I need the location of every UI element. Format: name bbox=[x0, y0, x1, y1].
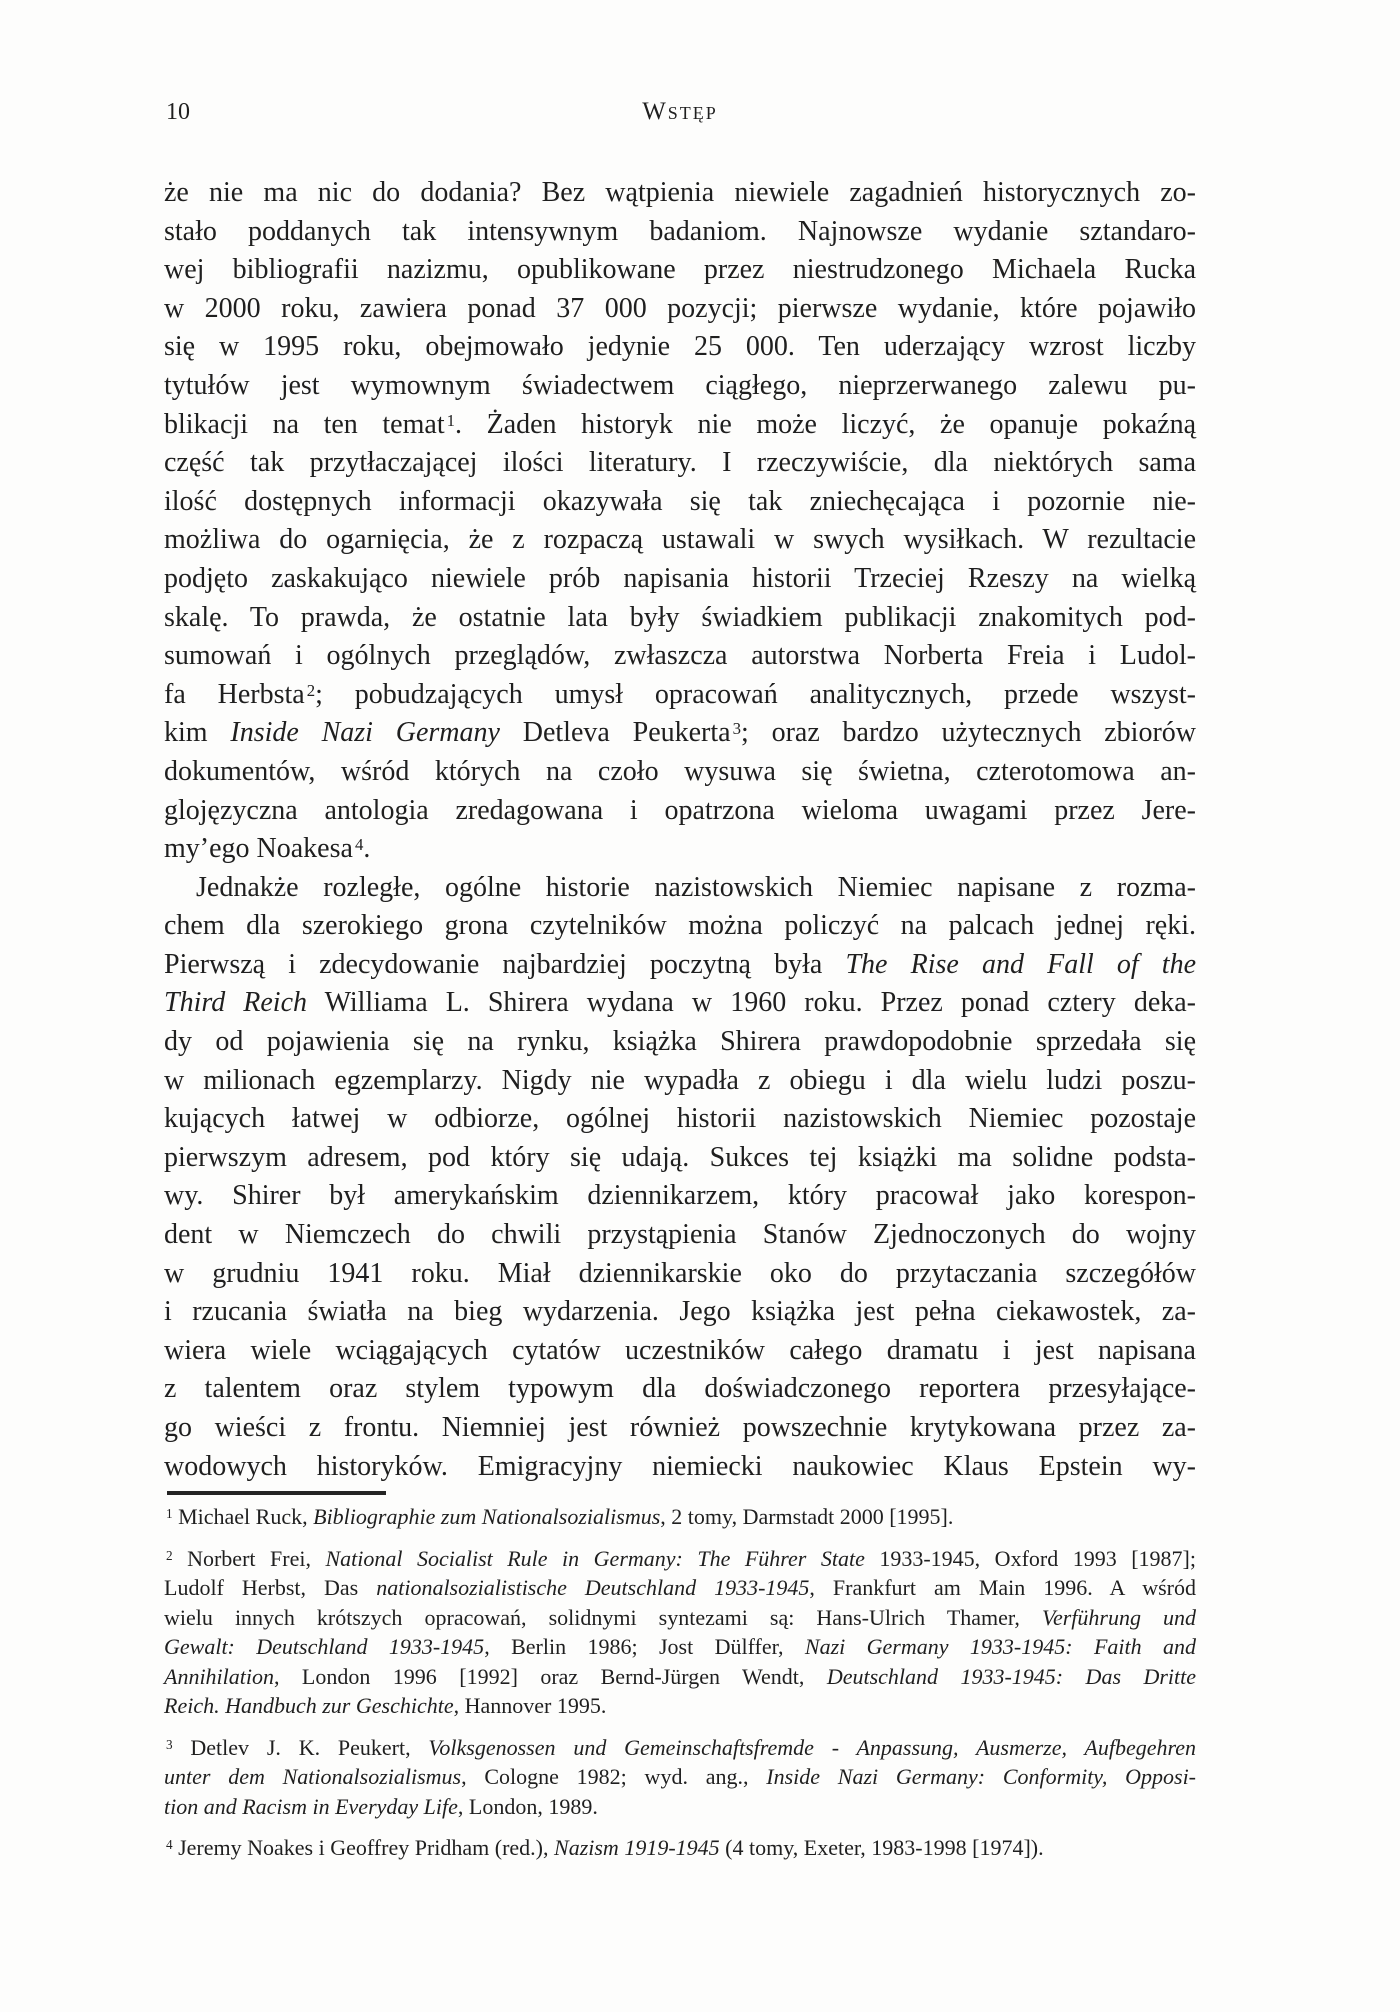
body-text-line: ilość dostępnych informacji okazywała się tak zniechęcająca i pozornie nie- bbox=[164, 485, 1196, 517]
footnote-line: wielu innych krótszych opracowań, solidnymi syntezami są: Hans-Ulrich Thamer, Verführung und bbox=[164, 1604, 1197, 1630]
body-text-line: wodowych historyków. Emigracyjny niemiecki naukowiec Klaus Epstein wy- bbox=[164, 1450, 1196, 1482]
footnote-line: $^3$ Detlev J. K. Peukert, Volksgenossen und Gemeinschaftsfremde - Anpassung, Ausmerze, Aufbegehren bbox=[166, 1734, 1196, 1760]
body-text-line: skalę. To prawda, że ostatnie lata były świadkiem publikacji znakomitych pod- bbox=[164, 601, 1196, 633]
footnote-reference: 2 bbox=[166, 1547, 173, 1563]
footnote-reference: 4 bbox=[354, 835, 364, 855]
book-title-italic: The Rise and Fall of the bbox=[845, 948, 1197, 980]
body-text-line: się w 1995 roku, obejmowało jedynie 25 000. Ten uderzający wzrost liczby bbox=[164, 331, 1196, 363]
footnote-item bbox=[164, 1544, 1196, 1721]
body-text-line: tytułów jest wymownym świadectwem ciągłego, nieprzerwanego zalewu pu- bbox=[164, 369, 1196, 401]
footnote-item bbox=[164, 1733, 1196, 1822]
body-text-line: w 2000 roku, zawiera ponad 37 000 pozycji; pierwsze wydanie, które pojawiło bbox=[164, 292, 1196, 324]
book-title-italic: tion and Racism in Everyday Life bbox=[164, 1793, 458, 1819]
book-title-italic: Verführung und bbox=[1041, 1604, 1197, 1630]
book-title-italic: Volksgenossen und Gemeinschaftsfremde - Anpassung, Ausmerze, Aufbegehren bbox=[428, 1734, 1196, 1760]
body-text-line: kujących łatwej w odbiorze, ogólnej historii nazistowskich Niemiec pozostaje bbox=[164, 1103, 1196, 1135]
footnote-separator bbox=[167, 1491, 386, 1495]
book-title-italic: Nazism 1919-1945 bbox=[554, 1835, 720, 1860]
footnote-item bbox=[164, 1833, 1196, 1863]
footnote-line: Annihilation, London 1996 [1992] oraz Bernd-Jürgen Wendt, Deutschland 1933-1945: Das Dritte bbox=[164, 1663, 1196, 1689]
footnote-line: Reich. Handbuch zur Geschichte, Hannover 1995. bbox=[164, 1693, 607, 1718]
body-text-line: pierwszym adresem, pod który się udają. Sukces tej książki ma solidne podsta- bbox=[164, 1141, 1196, 1173]
footnote-line: Ludolf Herbst, Das nationalsozialistische Deutschland 1933-1945, Frankfurt am Main 1996. A wśród bbox=[164, 1575, 1196, 1600]
footnote-line: $^4$ Jeremy Noakes i Geoffrey Pridham (red.), Nazism 1919-1945 (4 tomy, Exeter, 1983-1998 [1974]). bbox=[166, 1835, 1044, 1860]
book-title-italic: Annihilation bbox=[164, 1663, 274, 1689]
body-text bbox=[164, 174, 1196, 1486]
footnote-line: $^1$ Michael Ruck, Bibliographie zum Nationalsozialismus, 2 tomy, Darmstadt 2000 [1995]. bbox=[166, 1504, 954, 1529]
body-text-line: wej bibliografii nazizmu, opublikowane przez niestrudzonego Michaela Rucka bbox=[164, 254, 1196, 286]
body-text-line: kim Inside Nazi Germany Detleva Peukerta $^3$; oraz bardzo użytecznych zbiorów bbox=[164, 717, 1197, 749]
book-title-italic: Deutschland 1933-1945: Das Dritte bbox=[826, 1663, 1196, 1689]
footnote-reference: 1 bbox=[446, 410, 455, 430]
body-text-line: blikacji na ten temat $^1$. Żaden historyk nie może liczyć, że opanuje pokaźną bbox=[164, 408, 1196, 440]
book-title-italic: Inside Nazi Germany bbox=[230, 717, 500, 749]
body-text-line: stało poddanych tak intensywnym badaniom. Najnowsze wydanie sztandaro- bbox=[164, 215, 1196, 247]
body-text-line: możliwa do ogarnięcia, że z rozpaczą ustawali w swych wysiłkach. W rezultacie bbox=[164, 524, 1196, 556]
book-title-italic: Nazi Germany 1933-1945: Faith and bbox=[804, 1634, 1196, 1659]
footnote-reference: 2 bbox=[306, 680, 316, 700]
body-text-line: dokumentów, wśród których na czoło wysuwa się świetna, czterotomowa an- bbox=[164, 755, 1196, 787]
footnote-line: Gewalt: Deutschland 1933-1945, Berlin 1986; Jost Dülffer, Nazi Germany 1933-1945: Faith and bbox=[164, 1634, 1196, 1659]
body-text-line: glojęzyczna antologia zredagowana i opatrzona wieloma uwagami przez Jere- bbox=[164, 794, 1196, 826]
body-text-line: my’ego Noakesa $^4$. bbox=[164, 833, 371, 865]
footnote-line: unter dem Nationalsozialismus, Cologne 1982; wyd. ang., Inside Nazi Germany: Conformity, Opposi- bbox=[164, 1764, 1197, 1789]
body-text-line: chem dla szerokiego grona czytelników można policzyć na palcach jednej ręki. bbox=[164, 910, 1196, 942]
body-text-line: sumowań i ogólnych przeglądów, zwłaszcza autorstwa Norberta Freia i Ludol- bbox=[164, 640, 1196, 672]
book-title-italic: unter dem Nationalsozialismus bbox=[164, 1764, 462, 1789]
footnotes-section bbox=[164, 1502, 1196, 1875]
body-text-line: wy. Shirer był amerykańskim dziennikarzem, który pracował jako korespon- bbox=[164, 1180, 1196, 1212]
body-text-line: Jednakże rozległe, ogólne historie nazistowskich Niemiec napisane z rozma- bbox=[196, 871, 1196, 903]
footnote-item bbox=[164, 1502, 1196, 1532]
body-text-line: dent w Niemczech do chwili przystąpienia Stanów Zjednoczonych do wojny bbox=[164, 1219, 1196, 1251]
book-title-italic: nationalsozialistische Deutschland 1933-1945 bbox=[376, 1575, 810, 1600]
book-title-italic: Reich. Handbuch zur Geschichte bbox=[164, 1693, 454, 1718]
footnote-reference: 4 bbox=[166, 1837, 173, 1853]
body-text-line: część tak przytłaczającej ilości literatury. I rzeczywiście, dla niektórych sama bbox=[164, 447, 1196, 479]
body-text-line: w milionach egzemplarzy. Nigdy nie wypadła z obiegu i dla wielu ludzi poszu- bbox=[164, 1064, 1196, 1096]
body-text-line: wiera wiele wciągających cytatów uczestników całego dramatu i jest napisana bbox=[164, 1334, 1196, 1366]
footnote-reference: 3 bbox=[166, 1736, 173, 1752]
footnote-line: tion and Racism in Everyday Life, London, 1989. bbox=[164, 1793, 598, 1819]
footnote-reference: 1 bbox=[166, 1506, 173, 1522]
footnote-reference: 3 bbox=[732, 719, 741, 739]
body-text-line: i rzucania światła na bieg wydarzenia. Jego książka jest pełna ciekawostek, za- bbox=[164, 1296, 1196, 1328]
running-header-title: Wstęp bbox=[642, 98, 718, 125]
book-title-italic: Third Reich bbox=[164, 987, 308, 1019]
book-title-italic: Inside Nazi Germany: Conformity, Opposi- bbox=[766, 1764, 1197, 1789]
body-text-line: fa Herbsta $^2$; pobudzających umysł opracowań analitycznych, przede wszyst- bbox=[164, 678, 1197, 710]
footnote-line: $^2$ Norbert Frei, National Socialist Rule in Germany: The Führer State 1933-1945, Oxford 1993 [1987]; bbox=[166, 1545, 1196, 1571]
body-text-line: Pierwszą i zdecydowanie najbardziej poczytną była The Rise and Fall of the bbox=[164, 948, 1197, 980]
body-text-line: w grudniu 1941 roku. Miał dziennikarskie oko do przytaczania szczegółów bbox=[164, 1257, 1196, 1289]
body-text-line: Third Reich Williama L. Shirera wydana w 1960 roku. Przez ponad cztery deka- bbox=[164, 987, 1196, 1019]
body-text-line: że nie ma nic do dodania? Bez wątpienia niewiele zagadnień historycznych zo- bbox=[164, 177, 1196, 208]
body-text-line: podjęto zaskakująco niewiele prób napisania historii Trzeciej Rzeszy na wielką bbox=[164, 562, 1196, 594]
body-text-line: z talentem oraz stylem typowym dla doświadczonego reportera przesyłające- bbox=[164, 1373, 1196, 1405]
page-number: 10 bbox=[166, 99, 190, 125]
body-text-line: go wieści z frontu. Niemniej jest również powszechnie krytykowana przez za- bbox=[164, 1412, 1196, 1443]
book-title-italic: Gewalt: Deutschland 1933-1945 bbox=[164, 1634, 485, 1659]
book-title-italic: National Socialist Rule in Germany: The Führer State bbox=[325, 1545, 865, 1571]
book-title-italic: Bibliographie zum Nationalsozialismus bbox=[313, 1504, 661, 1529]
body-text-line: dy od pojawienia się na rynku, książka Shirera prawdopodobnie sprzedała się bbox=[164, 1026, 1196, 1058]
